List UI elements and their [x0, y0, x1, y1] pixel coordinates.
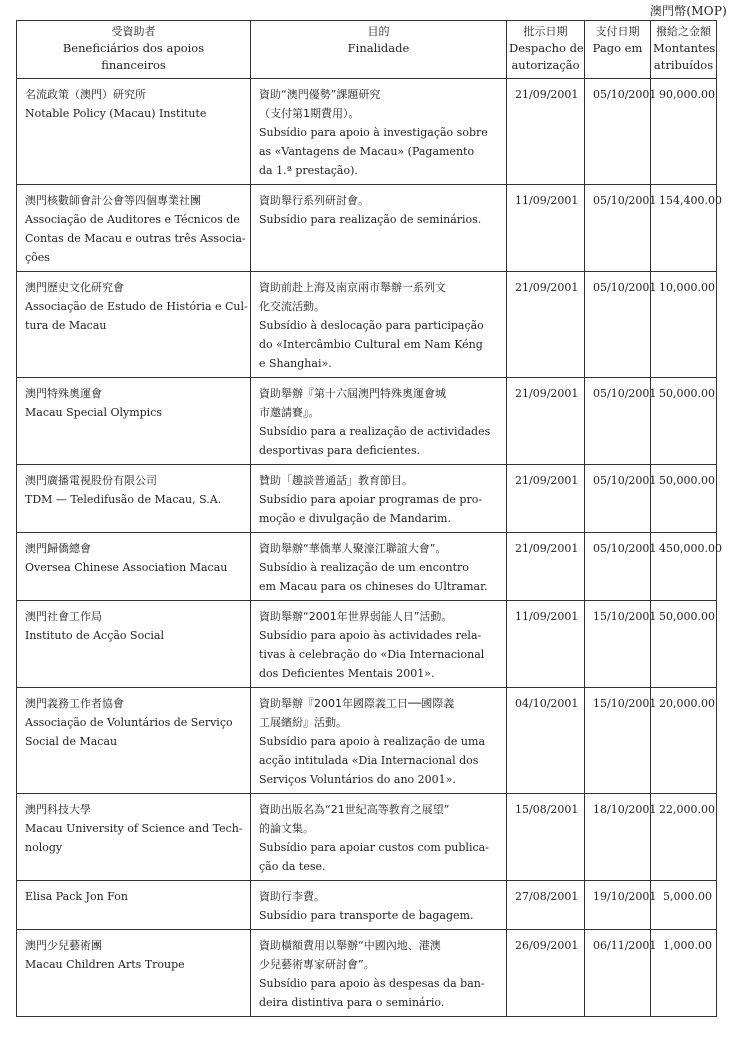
purpose-cell-line: dos Deficientes Mentais 2001». [259, 667, 435, 680]
amount-cell: 154,400.00 [651, 185, 717, 272]
header-line: 支付日期 [595, 25, 640, 38]
table-row [17, 465, 717, 533]
beneficiary-cell-line: 澳門歷史文化研究會 [25, 281, 124, 294]
amount-cell: 5,000.00 [651, 881, 717, 930]
header-line: Montantes [653, 41, 716, 55]
authorization-date-cell: 21/09/2001 [507, 272, 585, 378]
purpose-cell-line: 化交流活動。 [259, 300, 325, 313]
beneficiary-cell-line: 澳門義務工作者協會 [25, 697, 124, 710]
table-row [17, 601, 717, 688]
beneficiary-cell-line: 澳門核數師會計公會等四個專業社團 [25, 194, 201, 207]
beneficiary-cell-line: Oversea Chinese Association Macau [25, 561, 228, 574]
purpose-cell-line: 資助舉辦『第十六屆澳門特殊奧運會城 [259, 387, 446, 400]
payment-date-cell: 05/10/2001 [585, 185, 651, 272]
amount-cell: 90,000.00 [651, 79, 717, 185]
header-beneficiary [17, 21, 251, 79]
beneficiary-cell-line: 澳門少兒藝術團 [25, 939, 102, 952]
purpose-cell-line: 資助舉辦“2001年世界弱能人日”活動。 [259, 610, 453, 623]
purpose-cell-line: Subsídio para a realização de actividades [259, 425, 491, 438]
header-paid [585, 21, 651, 79]
beneficiary-cell-line: 澳門歸僑總會 [25, 542, 91, 555]
payment-date-cell: 19/10/2001 [585, 881, 651, 930]
authorization-date-cell: 26/09/2001 [507, 930, 585, 1017]
purpose-cell [251, 794, 507, 881]
beneficiary-cell-line: Associação de Voluntários de Serviço [25, 716, 233, 729]
purpose-cell-line: do «Intercâmbio Cultural em Nam Kéng [259, 338, 483, 351]
authorization-date-cell: 11/09/2001 [507, 185, 585, 272]
beneficiary-cell-line: 澳門廣播電視股份有限公司 [25, 474, 157, 487]
beneficiary-cell-line: nology [25, 841, 63, 854]
amount-cell: 50,000.00 [651, 465, 717, 533]
header-line: Pago em [592, 41, 643, 55]
beneficiary-cell-line: Social de Macau [25, 735, 118, 748]
header-line: atribuídos [653, 58, 714, 72]
authorization-date-cell: 15/08/2001 [507, 794, 585, 881]
beneficiary-cell-line: 澳門科技大學 [25, 803, 91, 816]
payment-date-cell: 05/10/2001 [585, 272, 651, 378]
beneficiary-cell [17, 465, 251, 533]
beneficiary-cell-line: Macau University of Science and Tech- [25, 822, 243, 835]
beneficiary-cell [17, 930, 251, 1017]
table-row [17, 930, 717, 1017]
authorization-date-cell: 04/10/2001 [507, 688, 585, 794]
beneficiary-cell-line: Associação de Auditores e Técnicos de [25, 213, 240, 226]
purpose-cell [251, 465, 507, 533]
purpose-cell-line: desportivas para deficientes. [259, 444, 421, 457]
header-line: autorização [511, 58, 580, 72]
purpose-cell [251, 688, 507, 794]
amount-cell: 50,000.00 [651, 601, 717, 688]
purpose-cell-line: deira distintiva para o seminário. [259, 996, 445, 1009]
subsidies-table [16, 20, 722, 1017]
authorization-date-cell: 27/08/2001 [507, 881, 585, 930]
purpose-cell [251, 533, 507, 601]
purpose-cell-line: Subsídio para apoio à realização de uma [259, 735, 486, 748]
purpose-cell-line: tivas à celebração do «Dia Internacional [259, 648, 485, 661]
purpose-cell-line: Subsídio para apoiar custos com publica- [259, 841, 489, 854]
header-line: Despacho de [509, 41, 584, 55]
purpose-cell-line: Subsídio para apoio à investigação sobre [259, 126, 488, 139]
purpose-cell-line: Subsídio para apoio às actividades rela- [259, 629, 482, 642]
beneficiary-cell-line: 澳門特殊奧運會 [25, 387, 102, 400]
purpose-cell [251, 930, 507, 1017]
purpose-cell-line: 資助出版名為“21世紀高等教育之展望” [259, 803, 450, 816]
header-authorized [507, 21, 585, 79]
header-row [17, 21, 717, 79]
beneficiary-cell [17, 794, 251, 881]
purpose-cell [251, 79, 507, 185]
beneficiary-cell [17, 881, 251, 930]
beneficiary-cell-line: ções [25, 251, 50, 264]
purpose-cell-line: Subsídio à realização de um encontro [259, 561, 469, 574]
header-line: 撥給之金額 [656, 25, 711, 38]
beneficiary-cell-line: 澳門社會工作局 [25, 610, 102, 623]
table-row [17, 79, 717, 185]
header-line: 受資助者 [111, 25, 156, 38]
purpose-cell-line: em Macau para os chineses do Ultramar. [259, 580, 488, 593]
table-row [17, 272, 717, 378]
authorization-date-cell: 21/09/2001 [507, 465, 585, 533]
purpose-cell-line: 市邀請賽』。 [259, 406, 320, 419]
currency-label: 澳門幣(MOP) [649, 4, 727, 18]
payment-date-cell: 15/10/2001 [585, 601, 651, 688]
authorization-date-cell: 11/09/2001 [507, 601, 585, 688]
header-line: Finalidade [347, 41, 410, 55]
amount-cell: 1,000.00 [651, 930, 717, 1017]
header-amount [651, 21, 717, 79]
beneficiary-cell-line: 名流政策（澳門）研究所 [25, 88, 146, 101]
amount-cell: 10,000.00 [651, 272, 717, 378]
table-row [17, 794, 717, 881]
purpose-cell-line: 的論文集。 [259, 822, 314, 835]
table-row [17, 688, 717, 794]
payment-date-cell: 05/10/2001 [585, 79, 651, 185]
purpose-cell [251, 601, 507, 688]
beneficiary-cell-line: Macau Children Arts Troupe [25, 958, 185, 971]
purpose-cell-line: Serviços Voluntários do ano 2001». [259, 773, 456, 786]
beneficiary-cell-line: tura de Macau [25, 319, 107, 332]
purpose-cell-line: 少兒藝術專家研討會”。 [259, 958, 375, 971]
authorization-date-cell: 21/09/2001 [507, 533, 585, 601]
table-row [17, 378, 717, 465]
purpose-cell-line: Subsídio para apoiar programas de pro- [259, 493, 483, 506]
purpose-cell-line: acção intitulada «Dia Internacional dos [259, 754, 479, 767]
purpose-cell [251, 272, 507, 378]
purpose-cell-line: 資助舉行系列研討會。 [259, 194, 369, 207]
beneficiary-cell-line: Associação de Estudo de História e Cul- [25, 300, 248, 313]
purpose-cell-line: 資助舉辦『2001年國際義工日──國際義 [259, 697, 455, 710]
purpose-cell-line: 資助前赴上海及南京兩市舉辦一系列文 [259, 281, 446, 294]
purpose-cell-line: 贊助「趣談普通話」教育節目。 [259, 474, 413, 487]
payment-date-cell: 05/10/2001 [585, 378, 651, 465]
table-row [17, 881, 717, 930]
beneficiary-cell-line: Contas de Macau e outras três Associa- [25, 232, 246, 245]
purpose-cell-line: 資助“澳門優勢”課題研究 [259, 88, 381, 101]
purpose-cell-line: Subsídio para apoio às despesas da ban- [259, 977, 485, 990]
purpose-cell-line: e Shanghai». [259, 357, 332, 370]
purpose-cell-line: 資助橫額費用以舉辦“中國內地、港澳 [259, 939, 441, 952]
beneficiary-cell [17, 79, 251, 185]
table-row [17, 533, 717, 601]
beneficiary-cell [17, 378, 251, 465]
beneficiary-cell-line: TDM — Teledifusão de Macau, S.A. [25, 493, 222, 506]
amount-cell: 20,000.00 [651, 688, 717, 794]
authorization-date-cell: 21/09/2001 [507, 378, 585, 465]
purpose-cell-line: Subsídio para transporte de bagagem. [259, 909, 474, 922]
payment-date-cell: 05/10/2001 [585, 465, 651, 533]
beneficiary-cell-line: Notable Policy (Macau) Institute [25, 107, 207, 120]
purpose-cell-line: 資助舉辦“華僑華人聚濠江聯誼大會”。 [259, 542, 447, 555]
amount-cell: 450,000.00 [651, 533, 717, 601]
purpose-cell-line: da 1.ª prestação). [259, 164, 358, 177]
purpose-cell [251, 185, 507, 272]
payment-date-cell: 15/10/2001 [585, 688, 651, 794]
purpose-cell [251, 378, 507, 465]
purpose-cell-line: moção e divulgação de Mandarim. [259, 512, 451, 525]
payment-date-cell: 06/11/2001 [585, 930, 651, 1017]
amount-cell: 50,000.00 [651, 378, 717, 465]
beneficiary-cell [17, 688, 251, 794]
header-line: 批示日期 [523, 25, 568, 38]
purpose-cell-line: Subsídio à deslocação para participação [259, 319, 484, 332]
header-line: Beneficiários dos apoios [62, 41, 205, 55]
beneficiary-cell [17, 533, 251, 601]
payment-date-cell: 05/10/2001 [585, 533, 651, 601]
purpose-cell-line: 工展繽紛』活動。 [259, 716, 347, 729]
purpose-cell-line: Subsídio para realização de seminários. [259, 213, 482, 226]
beneficiary-cell [17, 185, 251, 272]
purpose-cell-line: as «Vantagens de Macau» (Pagamento [259, 145, 475, 158]
beneficiary-cell-line: Instituto de Acção Social [25, 629, 164, 642]
header-line: financeiros [101, 58, 166, 72]
beneficiary-cell [17, 272, 251, 378]
authorization-date-cell: 21/09/2001 [507, 79, 585, 185]
purpose-cell-line: 資助行李費。 [259, 890, 325, 903]
header-line: 目的 [367, 25, 390, 38]
purpose-cell-line: ção da tese. [259, 860, 326, 873]
purpose-cell-line: （支付第1期費用）。 [259, 107, 360, 120]
beneficiary-cell [17, 601, 251, 688]
payment-date-cell: 18/10/2001 [585, 794, 651, 881]
purpose-cell [251, 881, 507, 930]
header-purpose [251, 21, 507, 79]
table-row [17, 185, 717, 272]
amount-cell: 22,000.00 [651, 794, 717, 881]
beneficiary-cell-line: Elisa Pack Jon Fon [25, 890, 128, 903]
beneficiary-cell-line: Macau Special Olympics [25, 406, 163, 419]
